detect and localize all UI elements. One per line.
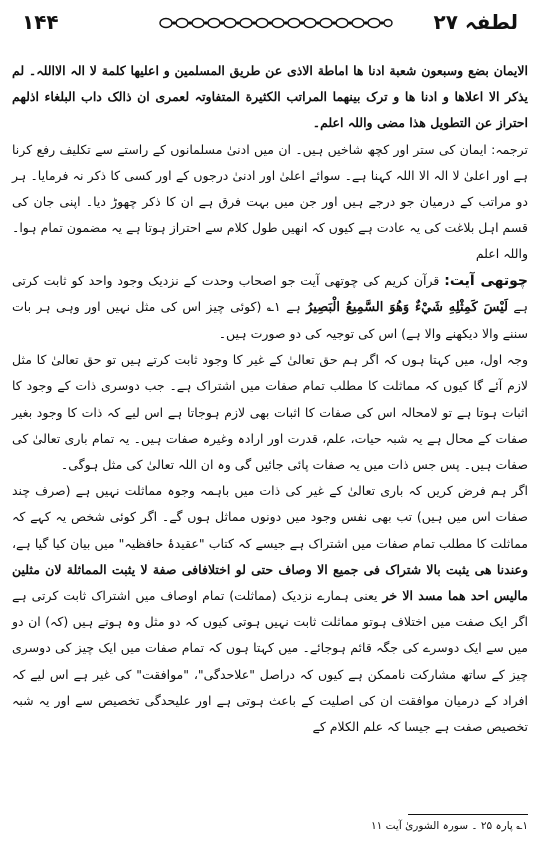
fourth-ayah-translation: (کوئی چیز اس کی مثل نہیں اور وہی ہر بات سننے والا دیکھنے والا ہے) اس کی توجیہ کی دو صورت ہیں۔	[12, 298, 528, 342]
arabic-hadith-quote: الایمان بضع وسبعون شعبة ادنا ها اماطة الاذی عن طریق المسلمین و اعلیها کلمة لا الہ الااللہ۔ لم یذکر الا اعلاها و ادنا ها و ترک بینهما المراتب الکثیرة المتفاوتہ لعمری ان ذالک داب البلغاء اذلهم احتراز عن التطویل هذا مضی واللہ اعلم۔	[12, 63, 528, 131]
section-title: لطفہ ۲۷	[433, 10, 518, 34]
page-body	[12, 58, 528, 740]
verse-footnote-marker: ہے ۱؎	[266, 298, 301, 314]
page-header	[0, 0, 540, 40]
urdu-translation-paragraph: ترجمہ: ایمان کی ستر اور کچھ شاخیں ہیں۔ ان میں ادنیٰ مسلمانوں کے راستے سے تکلیف رفع کرنا ہے اور اعلیٰ لا الہ الا اللہ کہنا ہے۔ سوائے اعلیٰ اور ادنیٰ درجوں کے اور کسی کا ذکر نہ فرمایا۔ ہر دو مراتب کے درمیان جو درجے ہیں اور جن میں بہت فرق ہے ان کا ذکر چھوڑ دیا۔ اپنی جان کی قسم اہل بلاغت کی یہ عادت ہے کیوں کہ انھیں طول کلام سے احتراز ہوتا ہے یہ مضمون تمام ہوا۔ واللہ اعلم	[12, 141, 528, 262]
fourth-ayah-heading: چوتھی آیت:	[444, 272, 528, 289]
objection-paragraph	[12, 478, 528, 740]
fourth-ayah-paragraph	[12, 268, 528, 348]
first-aspect-paragraph: وجہ اول، میں کہتا ہوں کہ اگر ہم حق تعالیٰ کے غیر کا وجود ثابت کرتے ہیں تو حق تعالیٰ کا مثل لازم آئے گا کیوں کہ مماثلت کا مطلب تمام صفات میں اشتراک ہے۔ جب دوسری ذات کے وجود کا اثبات ہوتا ہے تو لامحالہ اس کی صفات کا اثبات بھی لازم ہوجاتا ہے اس لیے کہ ذات کا وجود بغیر صفات کے محال ہے یہ شبہ حیات، علم، قدرت اور ارادہ وغیرہ صفات ہیں۔ یہ تمام باری تعالیٰ کی صفات ہیں۔ پس جس ذات میں یہ صفات پائی جائیں گی وہ ان اللہ تعالیٰ کی مثل ہوگی۔	[12, 352, 528, 473]
decorative-chain-ornament	[158, 16, 394, 30]
supposition-text: اگر ہم فرض کریں کہ باری تعالیٰ کے غیر کی ذات میں باہمہ وجوہ مماثلت نہیں ہے (صرف چند صفات اس میں ہیں) تب بھی نفس وجود میں دونوں مماثل ہوں گے۔ اگر کوئی شخص یہ کہے کہ مماثلت کا مطلب تمام صفات میں اشتراک ہے جیسے کہ کتاب "عقیدۂ حافظیہ" میں بیان کیا گیا ہے،	[12, 483, 528, 551]
footnote-divider	[408, 814, 528, 815]
fourth-ayah-intro: قرآن کریم کی چوتھی آیت جو اصحاب وحدت کے نزدیک وجود واحد کو ثابت کرتی ہے	[12, 272, 528, 314]
reply-text: یعنی ہمارے نزدیک (مماثلت) تمام اوصاف میں اشتراک ثابت کرتی ہے اگر ایک صفت میں اختلاف ہوتو مماثلت ثابت نہیں ہوتی کیوں کہ دو مثل وہ ہوتے ہیں (کہ) ان دو میں سے ایک دوسرے کی جگہ قائم ہوجائے۔ میں کہتا ہوں کہ تمام صفات میں ایک چیز کی دوسری چیز کے ساتھ مشارکت ناممکن ہے کیوں کہ دراصل "علاحدگی"، "موافقت" کی غیر ہے اس لیے کہ افراد کے درمیان موافقت ان کی اصلیت کے باعث ہوتی ہے اور علیحدگی تخصیص سے اور یہ شبہ تخصیص صفت ہے جیسا کہ علم الکلام کے	[12, 588, 528, 735]
quran-verse: لَيْسَ كَمِثْلِهِ شَيْءٌ وَهُوَ السَّمِيعُ الْبَصِيرُ	[306, 299, 508, 315]
arabic-inline-quote: وعندنا هی یثبت بالا شتراک فی جمیع الا وصاف حتی لو اختلافافی صفة لا یثبت المماثلة لان مثلین مالیس احد هما مسد الا خر	[12, 561, 528, 604]
footnote: ۱؎ پارہ ۲۵ ۔ سورہ الشوریٰ آیت ۱۱	[370, 820, 528, 832]
page-number: ۱۴۴	[22, 10, 59, 34]
